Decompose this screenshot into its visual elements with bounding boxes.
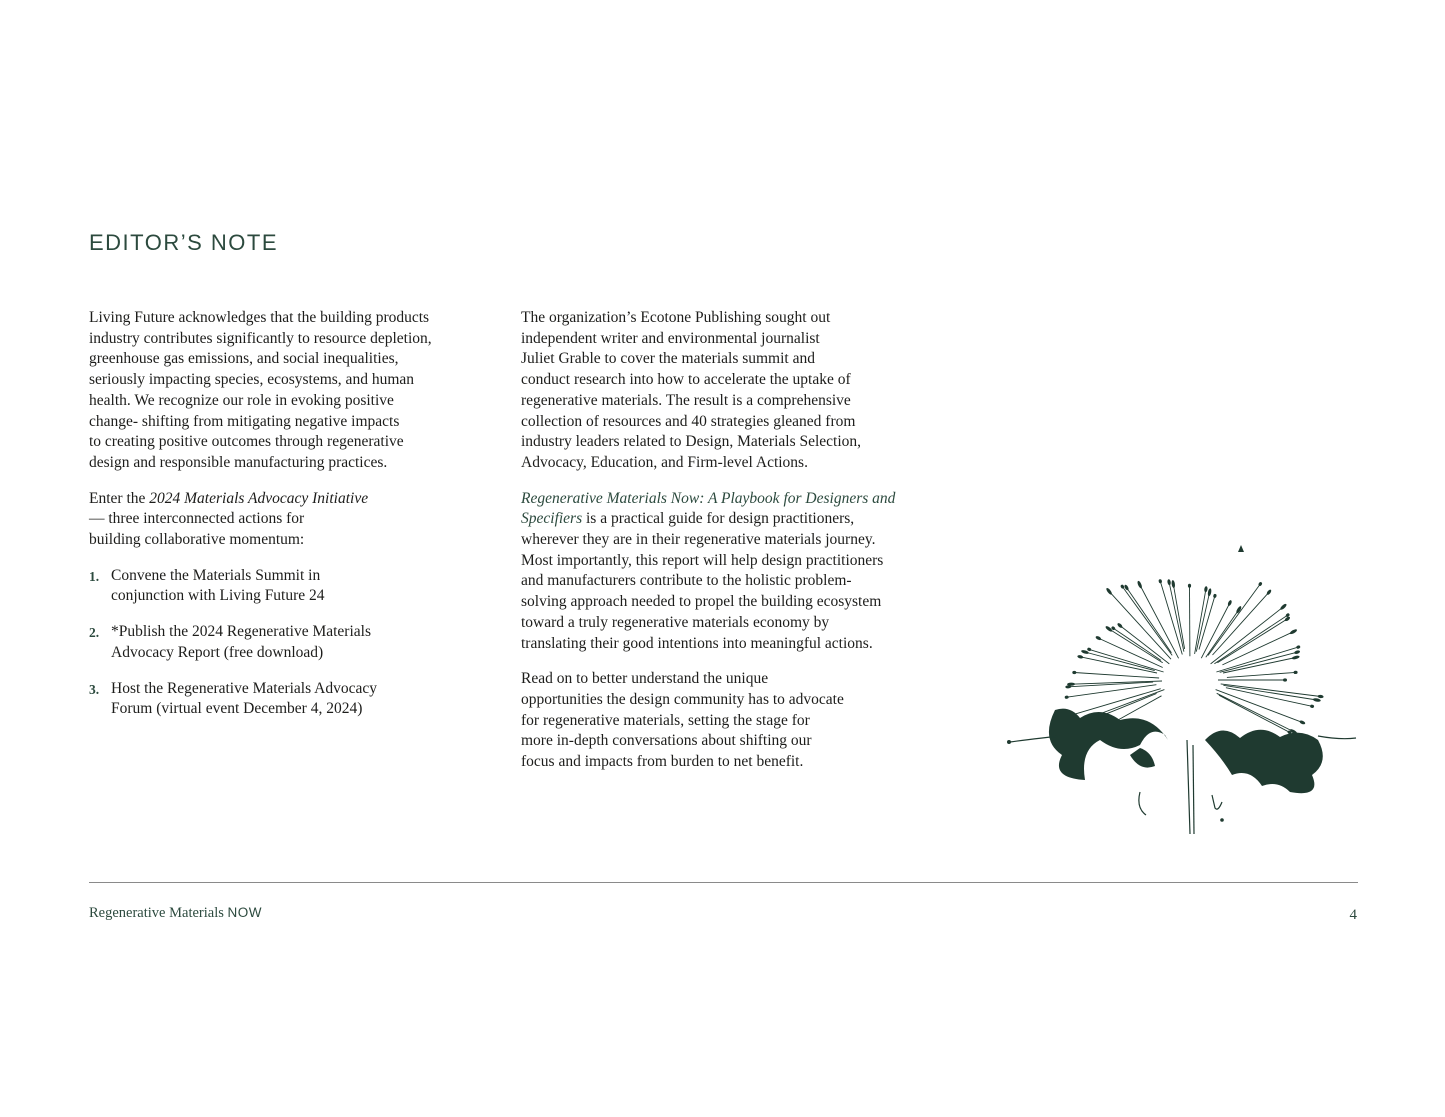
list-item-text: *Publish the 2024 Regenerative Materials Advocacy Report (free download) bbox=[111, 623, 371, 661]
playbook-paragraph bbox=[521, 489, 926, 655]
initiative-prefix: Enter the bbox=[89, 489, 150, 507]
seed-tuft bbox=[1171, 580, 1175, 588]
seed-tuft bbox=[1072, 671, 1076, 674]
seed-tuft bbox=[1285, 613, 1290, 618]
initiative-paragraph bbox=[89, 489, 479, 551]
list-item bbox=[89, 679, 479, 720]
seed-tuft bbox=[1313, 698, 1321, 703]
closing-paragraph: Read on to better understand the unique opportunities the design community has to advocate for regenerative materials, setting the stage for more in-depth conversations about shifting our focus and impacts from burden to net benefit. bbox=[521, 670, 844, 771]
list-item bbox=[89, 622, 479, 663]
list-item-text: Host the Regenerative Materials Advocacy Forum (virtual event December 4, 2024) bbox=[111, 679, 377, 718]
playbook-title: Regenerative Materials Now: A Playbook for Designers and Specifiers bbox=[521, 489, 896, 528]
seed-tuft bbox=[1064, 695, 1068, 699]
footer-title-prefix: Regenerative Materials bbox=[89, 905, 228, 921]
left-column bbox=[89, 308, 479, 735]
seed-tuft bbox=[1293, 671, 1297, 675]
seed-tuft bbox=[1204, 586, 1208, 592]
seed-tuft bbox=[1289, 628, 1298, 635]
seed-ray bbox=[1069, 689, 1161, 716]
intro-paragraph: Living Future acknowledges that the building products industry contributes significantly to resource depletion, greenhouse gas emissions, and social inequalities, seriously impacting species, ecosystems, and human health. We recognize our role in evoking positive change- shifting from mitigating negative impacts to creating positive outcomes through regenerative design and responsible manufacturing practices. bbox=[89, 309, 432, 471]
action-list bbox=[89, 566, 479, 720]
seed-tuft bbox=[1294, 650, 1301, 655]
seed-tuft bbox=[1299, 720, 1306, 725]
footer-title bbox=[89, 905, 262, 922]
seed-ray bbox=[1213, 592, 1270, 655]
page-heading: EDITOR’S NOTE bbox=[89, 230, 279, 255]
seed-tuft bbox=[1137, 580, 1143, 589]
seed-ray bbox=[1220, 652, 1297, 672]
initiative-name: 2024 Materials Advocacy Initiative bbox=[149, 489, 369, 507]
seed-tuft bbox=[1207, 588, 1212, 596]
publishing-paragraph: The organization’s Ecotone Publishing sought out independent writer and environmental journalist Juliet Grable to cover the materials summit and conduct research into how to accelerate the uptake of regenerative materials. The result is a comprehensive collection of resources and 40 strategies gleaned from industry leaders related to Design, Materials Selection, Advocacy, Education, and Firm-level Actions. bbox=[521, 309, 862, 471]
seed-ray bbox=[1085, 652, 1155, 671]
list-item-number: 2. bbox=[89, 625, 100, 641]
seed-tuft bbox=[1077, 655, 1084, 660]
page-number: 4 bbox=[1349, 907, 1357, 923]
seed-ray bbox=[1173, 584, 1184, 649]
middle-column bbox=[521, 308, 926, 788]
seed-tuft bbox=[1317, 694, 1323, 698]
footer-divider bbox=[89, 882, 1358, 883]
initiative-suffix: — three interconnected actions for building collaborative momentum: bbox=[89, 510, 305, 549]
seed-ray bbox=[1120, 626, 1169, 664]
seed-tuft bbox=[1283, 678, 1287, 681]
seed-tuft bbox=[1158, 579, 1162, 584]
list-item-text: Convene the Materials Summit in conjunction with Living Future 24 bbox=[111, 566, 325, 605]
list-item-number: 3. bbox=[89, 681, 100, 697]
list-item-number: 1. bbox=[89, 568, 100, 584]
seed-tuft bbox=[1087, 647, 1092, 651]
list-item bbox=[89, 566, 479, 607]
seed-ray bbox=[1217, 693, 1294, 731]
seed-tuft bbox=[1279, 603, 1287, 611]
seed-tuft bbox=[1291, 655, 1300, 660]
seed-ray bbox=[1074, 673, 1159, 679]
seed-tuft bbox=[1105, 587, 1112, 595]
seed-tuft bbox=[1296, 645, 1301, 649]
playbook-description: is a practical guide for design practitioners, wherever they are in their regenerative materials journey. Most importantly, this report will help design practitioners and manufacturers contribute to the holistic problem- solving approach needed to propel the building ecosystem toward a truly regenerative materials economy by translating their good intentions into meaningful actions. bbox=[521, 510, 884, 652]
seed-tuft bbox=[1188, 584, 1191, 588]
seed-tuft bbox=[1095, 635, 1102, 641]
seed-tuft bbox=[1213, 594, 1217, 599]
seed-ray bbox=[1227, 672, 1296, 677]
seed-tuft bbox=[1310, 704, 1315, 708]
footer-title-now: NOW bbox=[227, 905, 262, 920]
seed-tuft bbox=[1227, 600, 1232, 607]
dandelion-seedhead-icon bbox=[1000, 540, 1365, 840]
seed-tuft bbox=[1167, 579, 1171, 585]
